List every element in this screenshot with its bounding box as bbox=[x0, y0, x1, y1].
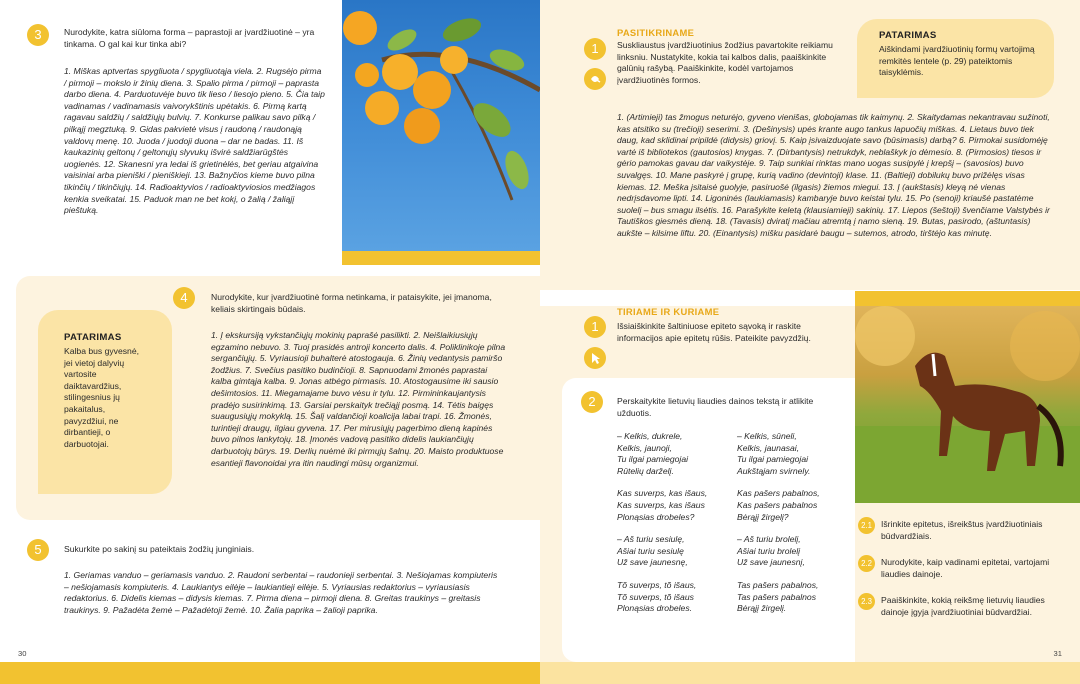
poem-left-stanza bbox=[617, 431, 732, 477]
subtask-text: Išrinkite epitetus, išreikštus įvardžiuotiniais būdvardžiais. bbox=[881, 519, 1043, 541]
task1-instruction: Išsiaiškinkite šaltiniuose epiteto sąvoką ir raskite informacijos apie epitetų rūšis. Pateikite pavyzdžių. bbox=[617, 321, 811, 343]
tip-bubble-right bbox=[857, 19, 1054, 98]
section2-heading: TIRIAME IR KURIAME bbox=[617, 306, 720, 317]
poem-line: Kelkis, jaunasai, bbox=[737, 442, 800, 453]
poem-line: – Aš turiu sesiulę, bbox=[617, 534, 685, 545]
bottom-bar-right bbox=[540, 662, 1080, 684]
horse-photo bbox=[855, 306, 1080, 503]
pointer-icon bbox=[584, 347, 606, 369]
poem-line: Tas pašers pabalnos bbox=[737, 591, 816, 602]
poem-line: Kelkis, jaunoji, bbox=[617, 442, 672, 453]
section1-items: 1. (Artimieji) tas žmogus neturėjo, gyveno vienišas, globojamas tik kaimynų. 2. Skaitydamas nekantravau sužinoti, kas atsitiko su (trečioji) seserimi. 3. (Dešinysis) upės krante augo tankus lapuočių miškas. 4. Lietaus buvo tiek daug, kad sklidinai pripildė (didysis) griovį. 5. Kaip įsivaizduojate savo (būsimasis) darbą? 6. Pirmokai susidomėję vartė iš bibliotekos (gautosios) knygas. 7. (Dirbantysis) netrukdyk, neblaškyk jo dėmesio. 8. (Pirmosios) tiesos ir gėrio pamokas gavau dar vaikystėje. 9. Taip sunkiai rinktas mano uogas susipylė į krepšį – (savosios) buvo suvalgęs. 10. Mane paskyrė į grupę, kurią vadino (devintoji) klase. 11. (Baltieji) dobilukų buvo prižėlęs visas kiemas. 12. Meška jsitaisė guolyje, pasiruošė (ilgasis) žiemos miegui. 13. Į (aukštasis) kleyą nė vienas nedrįsdavome lipti. 14. Ligoninės (laukiamasis) kambaryje buvo keistai tylu. 15. Po (senoji) kriaušė pastatėme suolelį – bus smagu ilsėtis. 16. Parašykite keletą (klausiamieji) sakinių. 17. Liepos (šeštoji) švenčiame Valstybės ir Tautiškos giesmės dieną. 18. (Tavasis) dviratį mačiau atremtą į namo sieną. 19. Butas, pasirodo, (aštuntasis) aukšte – kilsime liftu. 20. (Einantysis) mišku pasidarė baugu – sutemos, atrodo, tirštėjo kas minutę. bbox=[617, 112, 1050, 238]
poem-line: Ašiai turiu brolelį bbox=[737, 545, 801, 556]
poem-line: Tu ilgai pamiegojai bbox=[617, 454, 689, 465]
page-number-right: 31 bbox=[1053, 649, 1062, 658]
poem-line: Kas suverps, kas išaus, bbox=[617, 488, 708, 499]
poem-line: Už save jaunesnę, bbox=[617, 557, 688, 568]
poem-line: Tõ suverps, tõ išaus bbox=[617, 591, 694, 602]
apricot-illustration bbox=[342, 0, 540, 251]
task2-number: 2 bbox=[581, 391, 603, 413]
tip-title-left: PATARIMAS bbox=[64, 332, 122, 343]
poem-right-stanza bbox=[737, 534, 847, 569]
task3-instruction: Nurodykite, katra siūloma forma – paprastoji ar įvardžiuotinė – yra tinkama. O gal kai kur tinka abi? bbox=[64, 27, 315, 49]
poem-line: – Aš turiu brolelį, bbox=[737, 534, 801, 545]
section1-instruction: Suskliaustus įvardžiuotinius žodžius pavartokite reikiamu linksniu. Nustatykite, kokia tai kalbos dalis, paaiškinkite galūnių rašybą. Paaiškinkite, kodėl vartojamos įvardžiuotinės formos. bbox=[617, 40, 833, 85]
poem-right-stanza bbox=[737, 488, 847, 523]
horse-illustration bbox=[855, 306, 1080, 503]
poem-line: Tas pašers pabalnos, bbox=[737, 579, 819, 590]
poem-line: Tõ suverps, tõ išaus, bbox=[617, 579, 697, 590]
tip-title-right: PATARIMAS bbox=[879, 30, 937, 41]
poem-line: Tu ilgai pamiegojai bbox=[737, 454, 809, 465]
poem-line: Kas pašers pabalnos bbox=[737, 499, 818, 510]
sprout-icon bbox=[584, 68, 606, 90]
poem-left bbox=[617, 431, 732, 626]
poem-line: Už save jaunesnį, bbox=[737, 557, 805, 568]
bottom-bar-left bbox=[0, 662, 540, 684]
subtask-number: 2.2 bbox=[858, 555, 875, 572]
subtask-number: 2.1 bbox=[858, 517, 875, 534]
task3-number: 3 bbox=[27, 24, 49, 46]
section1-heading: PASITIKRINAME bbox=[617, 27, 695, 38]
task5-items: 1. Geriamas vanduo – geriamasis vanduo. 2. Raudoni serbentai – raudonieji serbentai. 3. Nešiojamas kompiuteris – nešiojamasis kompiuteris. 4. Laukiantys eilėje – laukiantieji eilėje. 5. Vyriausias redaktorius – vyriausiasis redaktorius. 6. Didelis kiemas – didysis kiemas. 7. Pirma diena – pirmoji diena. 8. Greitas traukinys – greitasis traukinys. 9. Pažadėta žemė – Pažadėtoji žemė. 10. Žalia paprika – žalioji paprika. bbox=[64, 570, 498, 615]
task5-instruction: Sukurkite po sakinį su pateiktais žodžių junginiais. bbox=[64, 544, 255, 554]
poem-right-stanza bbox=[737, 580, 847, 615]
poem-left-stanza bbox=[617, 580, 732, 615]
poem-line: Aukštąjam svirnely. bbox=[737, 465, 811, 476]
poem-line: Kas pašers pabalnos, bbox=[737, 488, 820, 499]
task5-number: 5 bbox=[27, 539, 49, 561]
tip-bubble-left bbox=[38, 310, 172, 494]
poem-line: Ašiai turiu sesiulę bbox=[617, 545, 684, 556]
poem-line: Bėrąjį žirgelį. bbox=[737, 603, 787, 614]
poem-left-stanza bbox=[617, 534, 732, 569]
horse-photo-accent-bar bbox=[855, 291, 1080, 306]
section1-number: 1 bbox=[584, 38, 606, 60]
subtask-text: Paaiškinkite, kokią reikšmę lietuvių liaudies dainoje įgyja įvardžiuotiniai būdvardžiai. bbox=[881, 595, 1045, 617]
poem-left-stanza bbox=[617, 488, 732, 523]
subtask-text: Nurodykite, kaip vadinami epitetai, vartojami liaudies dainoje. bbox=[881, 557, 1050, 579]
task3-items: 1. Miškas aptvertas spygliuota / spygliuotąja viela. 2. Rugsėjo pirma / pirmoji – mokslo ir žinių diena. 3. Spalio pirma / pirmoji – paprasta darbo diena. 4. Parduotuvėje buvo tik lieso / liesojo pieno. 5. Čia taip vadinamas / vadinamasis vaivorykštinis upėtakis. 6. Pirmą kartą ragavau saldžių / saldžiųjų bulvių. 7. Konkurse palikau savo pilką / pilkąjį megztuką. 9. Gidas pakvietė visus į raudoną / raudonąją valdovų menę. 10. Juoda / juodoji duona – dar ne badas. 11. Iš kaukazinių geltonų / geltonųjų slyvukų išvirė saldžiarūgštės uogienės. 12. Skanesni yra ledai iš grietinėlės, bet geriau atgaivina vaisiniai arba pieniški / pieniškieji. 13. Bažnyčios kieme buvo pilna tikinčių / tikinčiųjų. 14. Radioaktyvios / radioaktyviosios medžiagos kenkia sveikatai. 15. Paduok man ne bet kokį, o žalią / žaliąjį pieštuką. bbox=[64, 66, 325, 216]
tip-text-right: Aiškindami įvardžiuotinių formų vartojimą remkitės lentele (p. 29) pateiktomis taisyklėmis. bbox=[879, 44, 1035, 78]
apricot-photo bbox=[342, 0, 540, 251]
page-number-left: 30 bbox=[18, 649, 27, 658]
poem-line: Bėrąjį žirgelį? bbox=[737, 511, 789, 522]
poem-right bbox=[737, 431, 847, 626]
poem-line: Plonąsias drobeles. bbox=[617, 603, 693, 614]
task1-number: 1 bbox=[584, 316, 606, 338]
poem-right-stanza bbox=[737, 431, 847, 477]
task4-items: 1. Į ekskursiją vykstančiųjų mokinių paprašė pasilikti. 2. Neišlaikiusiųjų egzamino nebuvo. 3. Tuoj prasidės antroji koncerto dalis. 4. Poliklinikoje pilna sergančiųjų. 5. Vyriausioji buhalterė atostogauja. 6. Žinių vedantysis pamiršo žodžius. 7. Svečius pasitiko budinčioji. 8. Sapnuodami žmonės paprastai kalba gimtąja kalba. 9. Jonas atbėgo pirmasis. 10. Atostogausime iki sausio dešimtosios. 11. Miegamajame buvo vėsu ir tylu. 12. Pirmininkaujantysis pradėjo susirinkimą. 13. Garsiai perskaityk trečiąjį posmą. 14. Tėtis baigęs suaugusiųjų mokyklą. 15. Šalį valdančioji koalicija labai trapi. 16. Žmonės, turintieji draugų, ilgiau gyvena. 17. Per mirusiųjų pagerbimo dieną kapinės buvo pilnos lankytojų. 18. Įmonės vadovą pasitiko didelis laukiančiųjų darbuotojų būrys. 19. Derlių nuėmė iki pirmųjų šalnų. 20. Maisto produktuose esantieji flavonoidai yra itin naudingi mūsų organizmui. bbox=[211, 330, 506, 468]
tip-text-left: Kalba bus gyvesnė, jei vietoj dalyvių vartosite daiktavardžius, stilingesnius jų pakaitalus, pavyzdžiui, ne dirbantieji, o darbuotojai. bbox=[64, 346, 140, 449]
photo-accent-bar bbox=[342, 251, 540, 265]
poem-line: – Kelkis, dukrele, bbox=[617, 431, 683, 441]
poem-line: Plonąsias drobeles? bbox=[617, 511, 695, 522]
right-page bbox=[540, 0, 1080, 684]
subtask-number: 2.3 bbox=[858, 593, 875, 610]
poem-line: – Kelkis, sūneli, bbox=[737, 431, 797, 441]
task2-instruction: Perskaitykite lietuvių liaudies dainos tekstą ir atlikite užduotis. bbox=[617, 396, 814, 418]
task4-instruction: Nurodykite, kur įvardžiuotinė forma netinkama, ir pataisykite, jei įmanoma, keliais skirtingais būdais. bbox=[211, 292, 492, 314]
poem-line: Kas suverps, kas išaus bbox=[617, 499, 705, 510]
task4-number: 4 bbox=[173, 287, 195, 309]
poem-line: Rūtelių darželį. bbox=[617, 465, 674, 476]
